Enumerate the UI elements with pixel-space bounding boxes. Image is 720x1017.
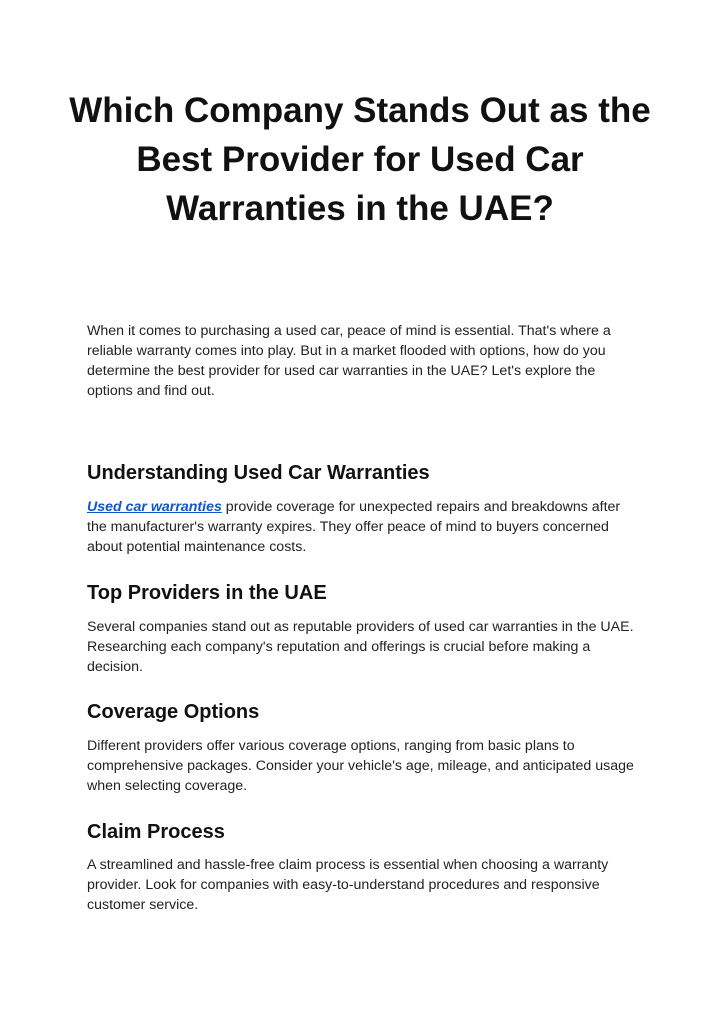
section-body-claim-process: A streamlined and hassle-free claim process is essential when choosing a warranty provider. Look for companies with easy-to-understand procedures and responsive customer service.: [87, 857, 609, 913]
section-heading-claim-process: Claim Process: [87, 821, 225, 843]
section-body-top-providers: Several companies stand out as reputable providers of used car warranties in the UAE. Researching each company's reputation and offerings is crucial before making a decision.: [87, 619, 634, 675]
section-body-coverage-options: Different providers offer various coverage options, ranging from basic plans to comprehensive packages. Consider your vehicle's age, mileage, and anticipated usage when selecting coverage.: [87, 738, 634, 794]
section-heading-understanding: Understanding Used Car Warranties: [87, 462, 430, 484]
section-heading-coverage-options: Coverage Options: [87, 701, 260, 723]
intro-paragraph: When it comes to purchasing a used car, peace of mind is essential. That's where a reliable warranty comes into play. But in a market flooded with options, how do you determine the best provider for used car warranties in the UAE? Let's explore the options and find out.: [87, 323, 611, 399]
page-title: Which Company Stands Out as the Best Provider for Used Car Warranties in the UAE?: [69, 91, 651, 228]
section-body-understanding: [87, 497, 635, 557]
section-heading-top-providers: Top Providers in the UAE: [87, 582, 327, 604]
used-car-warranties-link[interactable]: Used car warranties: [87, 499, 222, 515]
section-body-understanding-text: provide coverage for unexpected repairs and breakdowns after the manufacturer's warranty expires. They offer peace of mind to buyers concerned about potential maintenance costs.: [87, 499, 621, 555]
